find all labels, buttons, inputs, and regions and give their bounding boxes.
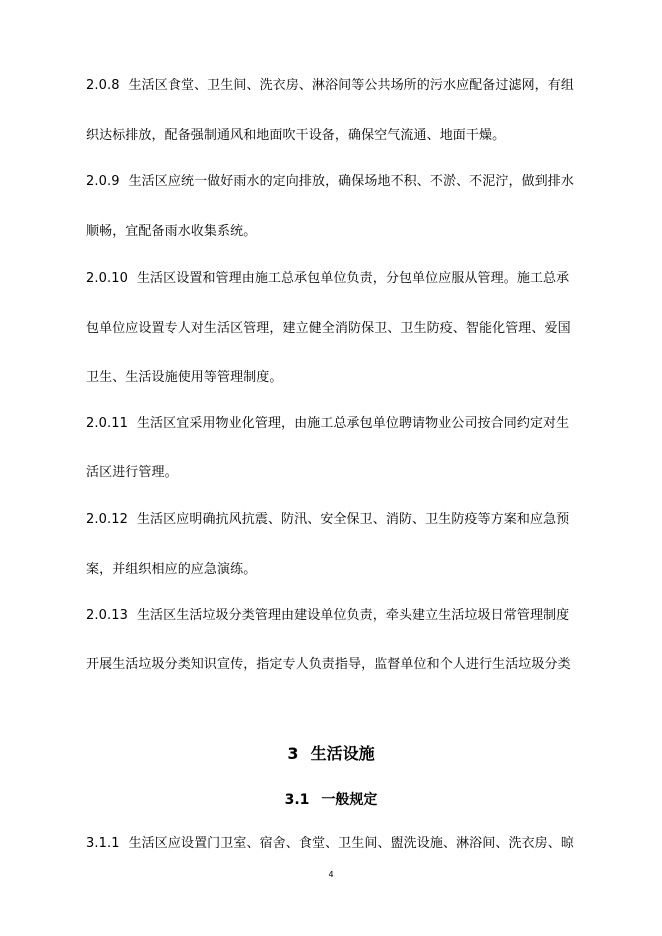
page-number: 4 (328, 870, 334, 879)
clause-number: 2.0.12 (86, 512, 128, 527)
clause-text: 生活区应统一做好雨水的定向排放，确保场地不积、不淤、不泥泞，做到排水 (128, 174, 574, 189)
clause-number: 3.1.1 (86, 836, 120, 851)
clause-number: 2.0.8 (86, 78, 120, 93)
section-number: 3.1 (284, 792, 310, 808)
clause-number: 2.0.11 (86, 416, 128, 431)
clause-number: 2.0.13 (86, 608, 128, 623)
clause-2-0-10-line-2: 包单位应设置专人对生活区管理，建立健全消防保卫、卫生防疫、智能化管理、爱国 (86, 321, 571, 336)
chapter-number: 3 (287, 744, 299, 763)
clause-2-0-10-line-1 (86, 271, 586, 287)
clause-number: 2.0.9 (86, 174, 120, 189)
clause-2-0-11-line-1 (86, 416, 586, 432)
clause-text: 生活区宜采用物业化管理，由施工总承包单位聘请物业公司按合同约定对生 (136, 416, 570, 431)
section-heading (0, 791, 662, 809)
clause-text: 生活区应明确抗风抗震、防汛、安全保卫、消防、卫生防疫等方案和应急预 (136, 512, 570, 527)
clause-2-0-13-line-2: 开展生活垃圾分类知识宣传，指定专人负责指导，监督单位和个人进行生活垃圾分类 (86, 657, 571, 672)
clause-2-0-11-line-2: 活区进行管理。 (86, 465, 178, 480)
clause-number: 2.0.10 (86, 271, 128, 286)
clause-text: 生活区设置和管理由施工总承包单位负责，分包单位应服从管理。施工总承 (136, 271, 570, 286)
chapter-heading (0, 744, 662, 764)
clause-2-0-9-line-2: 顺畅，宜配备雨水收集系统。 (86, 224, 257, 239)
clause-2-0-8-line-2: 织达标排放，配备强制通风和地面吹干设备，确保空气流通、地面干燥。 (86, 128, 506, 143)
clause-2-0-9-line-1 (86, 174, 586, 190)
clause-text: 生活区应设置门卫室、宿舍、食堂、卫生间、盥洗设施、淋浴间、洗衣房、晾 (128, 836, 574, 851)
section-title: 一般规定 (321, 792, 378, 808)
chapter-title: 生活设施 (310, 744, 375, 763)
clause-text: 生活区食堂、卫生间、洗衣房、淋浴间等公共场所的污水应配备过滤网，有组 (128, 78, 574, 93)
clause-2-0-12-line-1 (86, 512, 586, 528)
clause-2-0-13-line-1 (86, 608, 586, 624)
clause-text: 生活区生活垃圾分类管理由建设单位负责，牵头建立生活垃圾日常管理制度 (136, 608, 570, 623)
clause-2-0-12-line-2: 案，并组织相应的应急演练。 (86, 562, 257, 577)
clause-2-0-8-line-1 (86, 78, 586, 94)
clause-3-1-1-line-1 (86, 836, 586, 852)
clause-2-0-10-line-3: 卫生、生活设施使用等管理制度。 (86, 370, 283, 385)
